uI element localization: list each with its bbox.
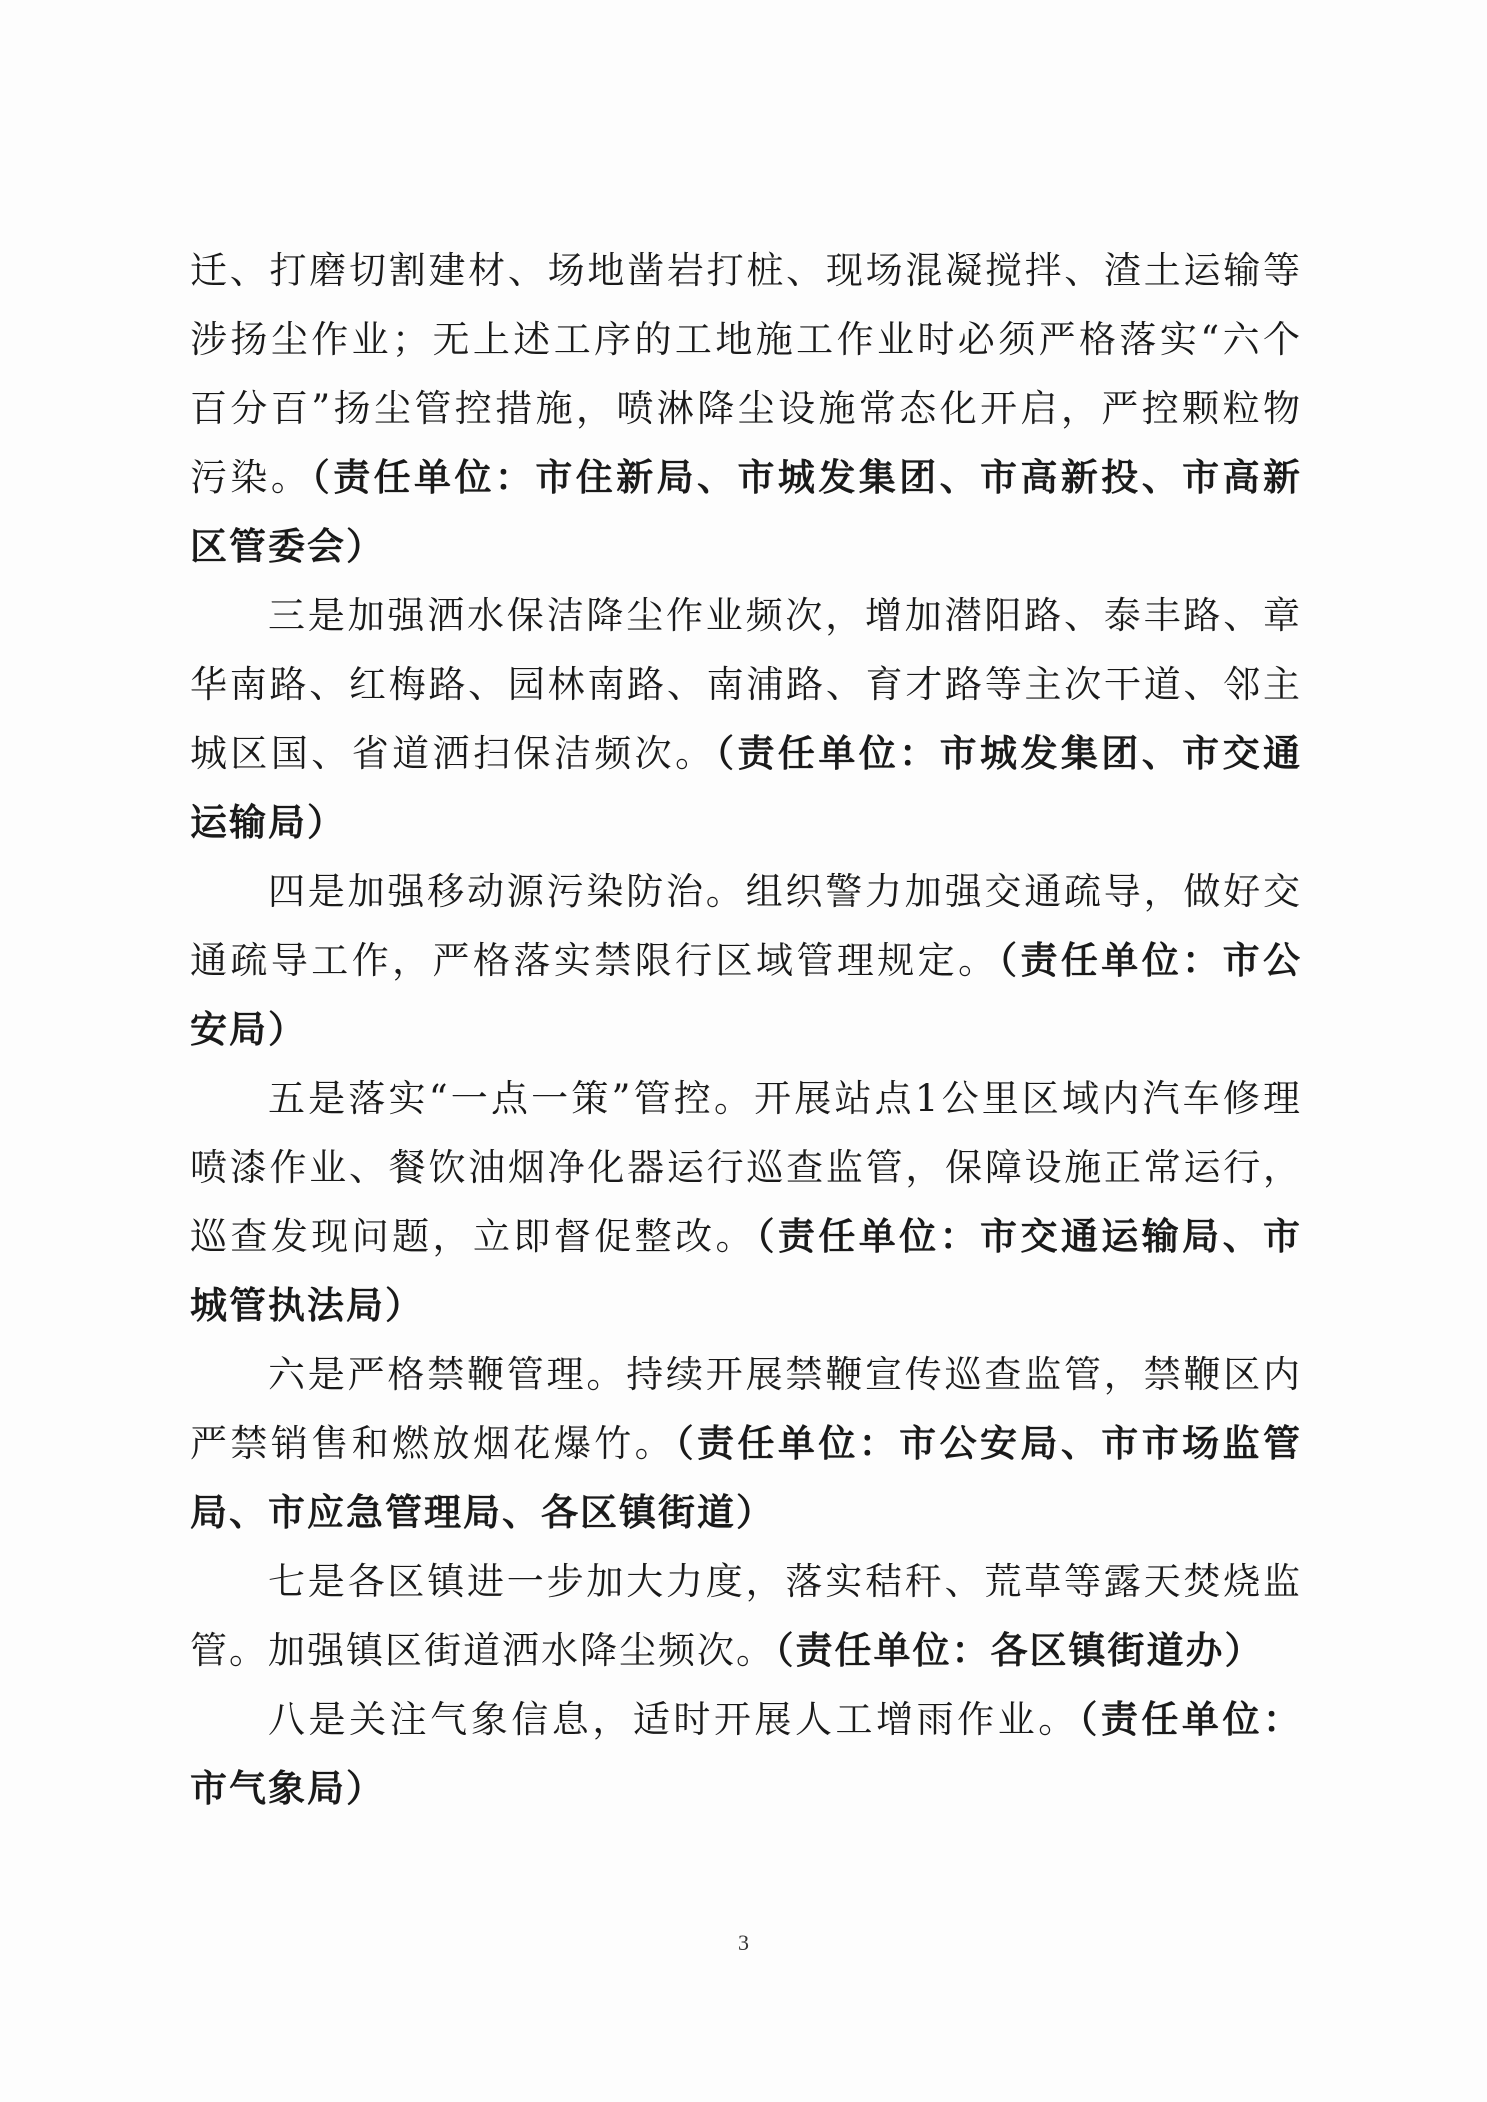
paragraph-text: 八是关注气象信息，适时开展人工增雨作业。 [268, 1698, 1079, 1741]
responsible-units: （责任单位：市住新局、市城发集团、市高新投、市高新区管委会） [190, 456, 1303, 568]
responsible-units: （责任单位：市城发集团、市交通运输局） [190, 732, 1303, 844]
responsible-units: （责任单位：各区镇街道办） [775, 1629, 1264, 1672]
responsible-units: （责任单位：市公安局） [190, 939, 1303, 1051]
body-text [190, 236, 1302, 1823]
paragraph-item-3 [190, 581, 1302, 857]
paragraph-item-4 [190, 857, 1302, 1064]
paragraph-continuation [190, 236, 1302, 581]
paragraph-text: 迁、打磨切割建材、场地凿岩打桩、现场混凝搅拌、渣土运输等涉扬尘作业；无上述工序的工地施工作业时必须严格落实“六个百分百”扬尘管控措施，喷淋降尘设施常态化开启，严控颗粒物污染。 [190, 249, 1302, 499]
paragraph-item-5 [190, 1064, 1302, 1340]
paragraph-text: 三是加强洒水保洁降尘作业频次，增加潜阳路、泰丰路、章华南路、红梅路、园林南路、南浦路、育才路等主次干道、邻主城区国、省道洒扫保洁频次。 [190, 594, 1302, 775]
paragraph-text: 五是落实“一点一策”管控。开展站点1公里区域内汽车修理喷漆作业、餐饮油烟净化器运行巡查监管，保障设施正常运行，巡查发现问题，立即督促整改。 [190, 1077, 1302, 1258]
responsible-units: （责任单位：市气象局） [190, 1698, 1303, 1810]
paragraph-item-6 [190, 1340, 1302, 1547]
paragraph-text: 六是严格禁鞭管理。持续开展禁鞭宣传巡查监管，禁鞭区内严禁销售和燃放烟花爆竹。 [190, 1353, 1302, 1465]
responsible-units: （责任单位：市交通运输局、市城管执法局） [190, 1215, 1303, 1327]
paragraph-text: 七是各区镇进一步加大力度，落实秸秆、荒草等露天焚烧监管。加强镇区街道洒水降尘频次。 [190, 1560, 1302, 1672]
paragraph-item-8 [190, 1685, 1302, 1823]
responsible-units: （责任单位：市公安局、市市场监管局、市应急管理局、各区镇街道） [190, 1422, 1303, 1534]
page-number: 3 [738, 1930, 749, 1955]
paragraph-text: 四是加强移动源污染防治。组织警力加强交通疏导，做好交通疏导工作，严格落实禁限行区域管理规定。 [190, 870, 1302, 982]
paragraph-item-7 [190, 1547, 1302, 1685]
